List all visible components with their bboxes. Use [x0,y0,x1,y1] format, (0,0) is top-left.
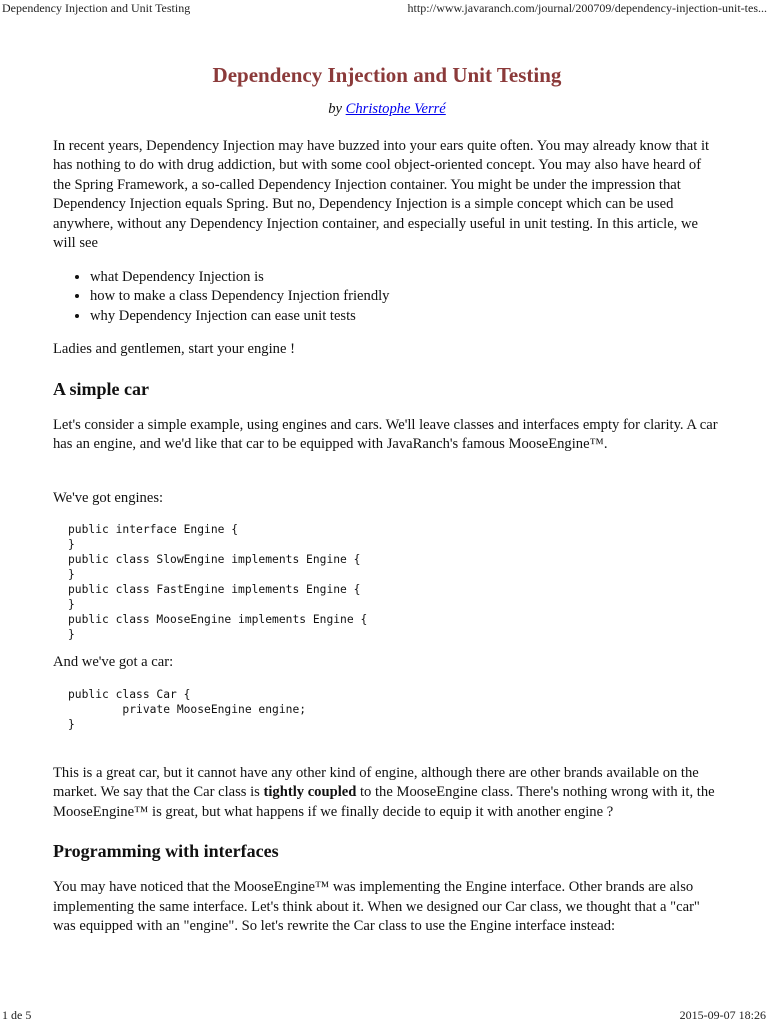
article [53,60,721,937]
page-number: 1 de 5 [2,1008,32,1022]
byline-prefix: by [328,101,342,117]
author-link[interactable]: Christophe Verré [345,101,446,117]
coupling-text-before: This is a great car, but it cannot have any other kind of engine, although there are other brands available on the market. We say that the Car class is [53,764,699,800]
list-item: • why Dependency Injection can ease unit tests [90,307,721,327]
header-url: http://www.javaranch.com/journal/200709/dependency-injection-unit-tes... [407,1,767,15]
list-item: • what Dependency Injection is [90,268,721,288]
simple-car-paragraph: Let's consider a simple example, using engines and cars. We'll leave classes and interfaces empty for clarity. A car has an engine, and we'd like that car to be equipped with JavaRanch's famous MooseEngine™. [53,416,718,452]
print-footer [0,1006,768,1024]
byline [53,100,721,120]
tight-coupling-paragraph [53,764,721,823]
car-intro: And we've got a car: [53,654,174,670]
topics-list [53,268,721,327]
print-header [0,0,768,16]
start-engine-paragraph: Ladies and gentlemen, start your engine ! [53,341,295,357]
interfaces-paragraph: You may have noticed that the MooseEngine™ was implementing the Engine interface. Other brands are also implementing the same interface. Let's think about it. When we designed our Car class, we thought that a "car" was equipped with an "engine". So let's rewrite the Car class to use the Engine interface instead: [53,879,700,934]
car-code-block: public class Car { private MooseEngine engine; } [68,687,307,731]
coupling-text-after: to the MooseEngine class. There's nothing wrong with it, the MooseEngine™ is great, but what happens if we finally decide to equip it with another engine ? [53,784,715,820]
section-heading-simple-car: A simple car [53,378,149,399]
intro-paragraph: In recent years, Dependency Injection may have buzzed into your ears quite often. You may already know that it has nothing to do with drug addiction, but with some cool object-oriented concept. You may also have heard of the Spring Framework, a so-called Dependency Injection container. You might be under the impression that Dependency Injection equals Spring. But no, Dependency Injection is a simple concept which can be used anywhere, without any Dependency Injection container, and especially useful in unit testing. In this article, we will see [53,137,710,251]
section-heading-programming-interfaces: Programming with interfaces [53,841,279,861]
header-page-title: Dependency Injection and Unit Testing [2,1,191,15]
article-title: Dependency Injection and Unit Testing [212,63,562,87]
print-timestamp: 2015-09-07 18:26 [679,1008,766,1022]
engines-code-block: public interface Engine { } public class SlowEngine implements Engine { } public class FastEngine implements Engine { } public class MooseEngine implements Engine { } [68,523,368,641]
coupling-emphasis: tightly coupled [263,784,357,800]
list-item: • how to make a class Dependency Injection friendly [90,287,721,307]
engines-intro: We've got engines: [53,489,164,506]
